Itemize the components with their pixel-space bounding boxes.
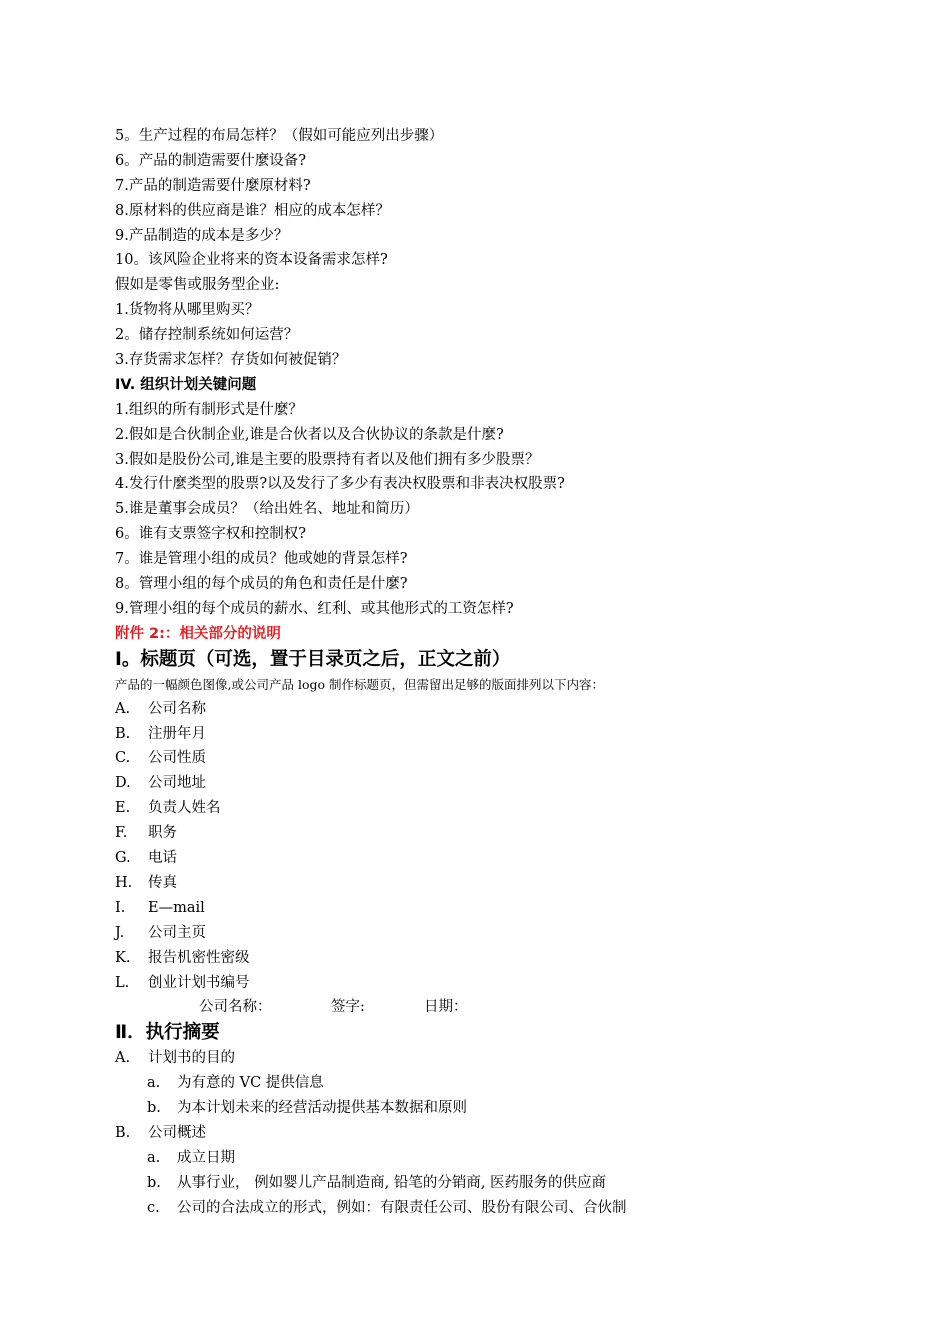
- summary-item-b: [115, 1121, 875, 1146]
- item-marker: J.: [115, 924, 125, 941]
- sub-item-marker: b.: [147, 1100, 161, 1117]
- production-question: 6。产品的制造需要什麼设备?: [115, 152, 306, 169]
- production-question: 3.存货需求怎样？存货如何被促销？: [115, 352, 347, 369]
- item-text: 创业计划书编号: [148, 974, 250, 991]
- executive-summary-heading: Ⅱ．执行摘要: [115, 1022, 220, 1044]
- production-question: 5。生产过程的布局怎样？（假如可能应列出步骤）: [115, 128, 444, 144]
- sub-item-text: 为本计划未来的经营活动提供基本数据和原则: [177, 1100, 467, 1117]
- item-marker: K.: [115, 949, 131, 966]
- item-text: 注册年月: [148, 725, 206, 742]
- summary-sub-item: [115, 1071, 875, 1096]
- production-question: 7.产品的制造需要什麼原材料?: [115, 177, 311, 194]
- org-question: 5.谁是董事会成员？（给出姓名、地址和简历）: [115, 501, 419, 518]
- title-page-heading: Ⅰ。标题页（可选，置于目录页之后，正文之前）: [115, 648, 511, 670]
- title-page-item: [115, 746, 875, 771]
- production-question: 1.货物将从哪里购买？: [115, 302, 260, 319]
- sub-item-marker: a.: [147, 1075, 161, 1092]
- item-text: 公司地址: [148, 775, 206, 792]
- org-question: 4.发行什麼类型的股票?以及发行了多少有表决权股票和非表决权股票?: [115, 476, 565, 493]
- sub-item-text: 公司的合法成立的形式，例如：有限责任公司、股份有限公司、合伙制: [177, 1199, 627, 1216]
- signature-date-label: 日期：: [424, 999, 468, 1016]
- sub-item-marker: a.: [147, 1149, 161, 1166]
- document-body: [115, 124, 875, 1221]
- org-question: 8。管理小组的每个成员的角色和责任是什麼?: [115, 576, 408, 593]
- org-question: 3.假如是股份公司,谁是主要的股票持有者以及他们拥有多少股票？: [115, 451, 540, 468]
- title-page-item: [115, 871, 875, 896]
- item-text: 公司性质: [148, 750, 206, 767]
- title-page-item: [115, 846, 875, 871]
- item-marker: B.: [115, 725, 131, 742]
- title-page-item: [115, 796, 875, 821]
- production-question: 假如是零售或服务型企业:: [115, 277, 280, 294]
- item-marker: B.: [115, 1124, 131, 1141]
- org-question: 1.组织的所有制形式是什麼？: [115, 401, 303, 418]
- summary-sub-item: [115, 1096, 875, 1121]
- item-marker: D.: [115, 775, 131, 792]
- production-question: 9.产品制造的成本是多少？: [115, 227, 289, 244]
- item-marker: F.: [115, 825, 128, 842]
- production-question: 8.原材料的供应商是谁？相应的成本怎样？: [115, 202, 390, 219]
- org-question: 7。谁是管理小组的成员？他或她的背景怎样?: [115, 551, 408, 568]
- item-text: 职务: [148, 825, 177, 842]
- production-question: 10。该风险企业将来的资本设备需求怎样?: [115, 252, 388, 269]
- item-text: 电话: [148, 850, 177, 867]
- summary-sub-item: [115, 1146, 875, 1171]
- item-text: 计划书的目的: [148, 1050, 235, 1067]
- summary-sub-item: [115, 1196, 875, 1221]
- item-marker: H.: [115, 874, 133, 891]
- title-page-item: [115, 821, 875, 846]
- org-plan-heading: IV. 组织计划关键问题: [115, 376, 257, 393]
- sub-item-text: 成立日期: [177, 1149, 235, 1166]
- item-text: 传真: [148, 874, 177, 891]
- org-question: 6。谁有支票签字权和控制权?: [115, 526, 306, 543]
- title-page-item: [115, 971, 875, 996]
- title-page-item: [115, 921, 875, 946]
- item-text: 报告机密性密级: [148, 949, 250, 966]
- title-page-item: [115, 771, 875, 796]
- sub-item-text: 为有意的 VC 提供信息: [177, 1075, 324, 1092]
- item-text: 公司名称: [148, 700, 206, 717]
- title-page-description: 产品的一幅颜色图像,或公司产品 logo 制作标题页，但需留出足够的版面排列以下内容：: [115, 676, 604, 692]
- title-page-item: [115, 722, 875, 747]
- summary-sub-item: [115, 1171, 875, 1196]
- item-marker: C.: [115, 750, 131, 767]
- org-question: 9.管理小组的每个成员的薪水、红利、或其他形式的工资怎样?: [115, 600, 514, 617]
- title-page-item: [115, 896, 875, 921]
- org-question: 2.假如是合伙制企业,谁是合伙者以及合伙协议的条款是什麼?: [115, 426, 504, 443]
- signature-sign-label: 签字:: [331, 999, 365, 1016]
- item-marker: E.: [115, 800, 131, 817]
- item-marker: A.: [115, 700, 131, 717]
- item-text: 公司主页: [148, 924, 206, 941]
- item-marker: I.: [115, 899, 126, 916]
- signature-line: [115, 995, 875, 1020]
- title-page-item: [115, 697, 875, 722]
- item-marker: G.: [115, 850, 131, 867]
- signature-company-label: 公司名称：: [199, 999, 272, 1016]
- item-marker: L.: [115, 974, 130, 991]
- production-question: 2。储存控制系统如何运营？: [115, 327, 299, 344]
- title-page-item: [115, 946, 875, 971]
- summary-item-a: [115, 1046, 875, 1071]
- appendix-heading: 附件 2:：相关部分的说明: [115, 625, 281, 642]
- item-marker: A.: [115, 1050, 131, 1067]
- sub-item-text: 从事行业， 例如婴儿产品制造商, 铅笔的分销商, 医药服务的供应商: [177, 1174, 607, 1191]
- sub-item-marker: b.: [147, 1174, 161, 1191]
- item-text: 负责人姓名: [148, 800, 221, 817]
- sub-item-marker: c.: [147, 1199, 160, 1216]
- item-text: E—mail: [148, 899, 205, 916]
- item-text: 公司概述: [148, 1124, 206, 1141]
